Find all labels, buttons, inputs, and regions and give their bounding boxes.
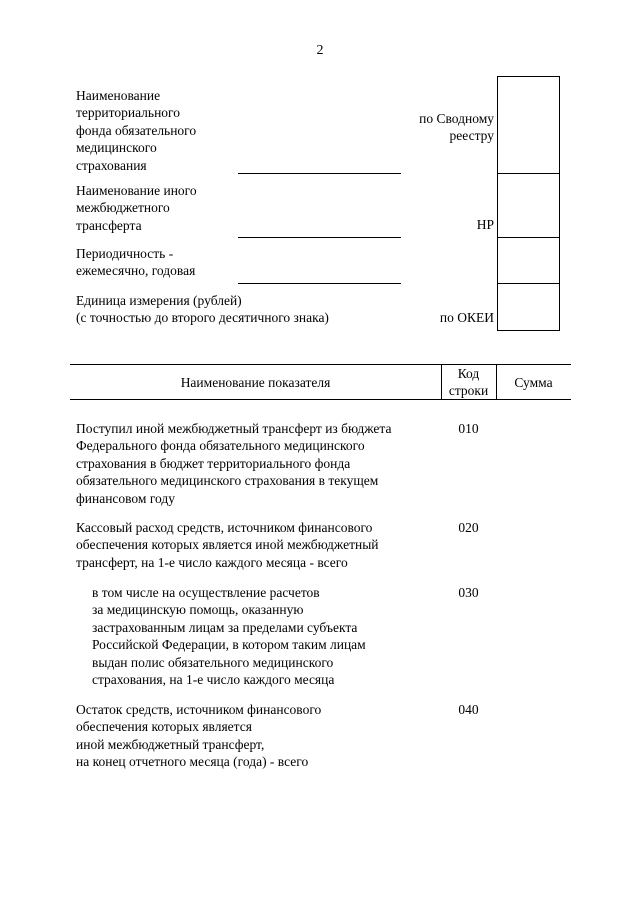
- fund-name-line: территориального: [76, 105, 180, 121]
- row-line: Кассовый расход средств, источником финансового: [76, 520, 373, 535]
- row-line: Остаток средств, источником финансового: [76, 702, 322, 717]
- header-indicator: Наименование показателя: [180, 375, 331, 390]
- table-row-text: [76, 519, 441, 571]
- svod-reg-code-box[interactable]: [497, 76, 560, 174]
- row-line: Федерального фонда обязательного медицинского: [76, 438, 365, 454]
- header-code-line: Код: [457, 366, 480, 381]
- periodicity-code-box[interactable]: [497, 237, 560, 284]
- row-code: 010: [458, 421, 479, 436]
- header-sum: Сумма: [514, 375, 553, 390]
- svod-reg-line: реестру: [449, 128, 494, 144]
- svod-reg-line: по Сводному: [419, 111, 494, 126]
- row-line: обеспечения которых является: [76, 719, 252, 735]
- row-line: на конец отчетного месяца (года) - всего: [76, 754, 309, 770]
- header-code: [441, 365, 496, 400]
- row-line: Российской Федерации, в котором таким лицам: [92, 637, 366, 653]
- fund-name-line: страхования: [76, 157, 147, 173]
- row-code: 030: [458, 585, 479, 600]
- fund-name-fill-line[interactable]: [238, 173, 401, 174]
- unit-line: (с точностью до второго десятичного знака): [76, 310, 329, 326]
- unit-label: [76, 292, 396, 327]
- unit-line: Единица измерения (рублей): [76, 293, 242, 308]
- row-line: Поступил иной межбюджетный трансферт из бюджета: [76, 421, 392, 436]
- row-line: обязательного медицинского страхования в текущем: [76, 473, 379, 489]
- periodicity-line: Периодичность -: [76, 246, 174, 261]
- table-row-text: [92, 584, 441, 688]
- transfer-name-line: трансферта: [76, 217, 142, 233]
- transfer-name-label: [76, 182, 246, 234]
- okei-code-label: по ОКЕИ: [439, 310, 494, 325]
- row-line: в том числе на осуществление расчетов: [92, 585, 320, 600]
- row-line: страхования в бюджет территориального фонда: [76, 455, 351, 471]
- okei-code-box[interactable]: [497, 283, 560, 331]
- table-row-text: [76, 420, 441, 507]
- periodicity-line: ежемесячно, годовая: [76, 263, 196, 279]
- row-line: финансовом году: [76, 490, 176, 506]
- row-code: 040: [458, 702, 479, 717]
- svod-reg-code-label: [400, 110, 494, 145]
- np-code-box[interactable]: [497, 173, 560, 238]
- table-row-text: [76, 701, 441, 771]
- fund-name-line: медицинского: [76, 140, 157, 156]
- transfer-name-fill-line[interactable]: [238, 237, 401, 238]
- header-code-line: строки: [448, 383, 489, 399]
- row-line: застрахованным лицам за пределами субъекта: [92, 619, 358, 635]
- row-line: трансферт, на 1-е число каждого месяца - всего: [76, 554, 348, 570]
- transfer-name-line: межбюджетного: [76, 200, 170, 216]
- fund-name-line: фонда обязательного: [76, 122, 197, 138]
- fund-name-line: Наименование: [76, 88, 161, 103]
- row-line: выдан полис обязательного медицинского: [92, 654, 334, 670]
- row-line: за медицинскую помощь, оказанную: [92, 602, 304, 618]
- row-code: 020: [458, 520, 479, 535]
- periodicity-fill-line[interactable]: [238, 283, 401, 284]
- row-line: обеспечения которых является иной межбюджетный: [76, 537, 379, 553]
- row-line: иной межбюджетный трансферт,: [76, 736, 265, 752]
- row-line: страхования, на 1-е число каждого месяца: [92, 672, 335, 688]
- transfer-name-line: Наименование иного: [76, 183, 197, 198]
- page-number: 2: [316, 43, 324, 58]
- periodicity-label: [76, 245, 246, 280]
- fund-name-label: [76, 87, 246, 174]
- np-code-label: НР: [476, 217, 494, 232]
